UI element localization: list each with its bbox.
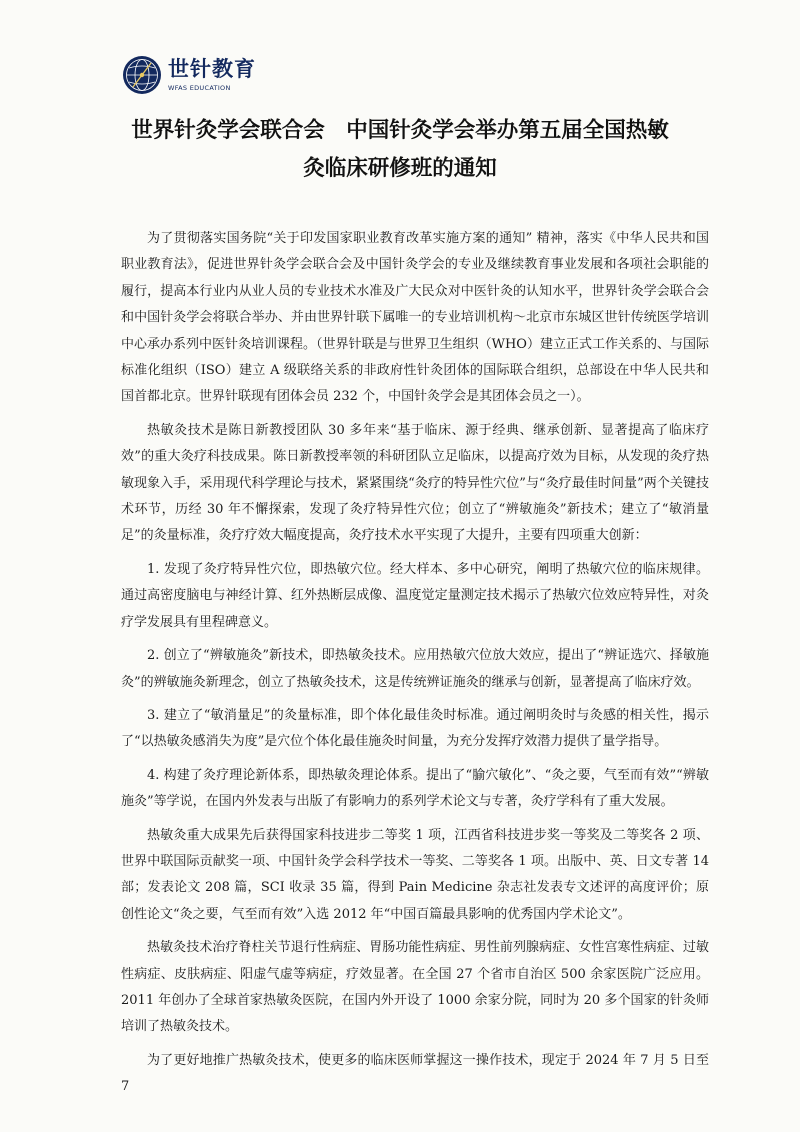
- paragraph-innovation-3: 3. 建立了“敏消量足”的灸量标准，即个体化最佳灸时标准。通过阐明灸时与灸感的相关性，揭示了“以热敏灸感消失为度”是穴位个体化最佳施灸时间量，为充分发挥疗效潜力提供了量学指导。: [121, 707, 709, 750]
- notice-title-line-1: 世界针灸学会联合会 中国针灸学会举办第五届全国热敏: [131, 118, 669, 143]
- paragraph-awards: 热敏灸重大成果先后获得国家科技进步二等奖 1 项，江西省科技进步奖一等奖及二等奖各 2 项、世界中联国际贡献奖一项、中国针灸学会科学技术一等奖、二等奖各 1 项。出版中、英、日文专著 14 部；发表论文 208 篇，SCI 收录 35 篇，得到 Pain Medicine 杂志社发表专文述评的高度评价；原创性论文“灸之要，气至而有效”入选 2012 年“中国百篇最具影响的优秀国内学术论文”。: [121, 827, 709, 922]
- paragraph-training-schedule: 为了更好地推广热敏灸技术，使更多的临床医师掌握这一操作技术，现定于 2024 年 7 月 5 日至 7: [121, 1052, 709, 1095]
- brand-name-english: WFAS EDUCATION: [168, 83, 231, 92]
- paragraph-technique-overview: 热敏灸技术是陈日新教授团队 30 多年来“基于临床、源于经典、继承创新、显著提高了临床疗效”的重大灸疗科技成果。陈日新教授率领的科研团队立足临床，以提高疗效为目标，从发现的灸疗热敏现象入手，采用现代科学理论与技术，紧紧围绕“灸疗的特异性穴位”与“灸疗最佳时间量”两个关键技术环节，历经 30 年不懈探索，发现了灸疗特异性穴位；创立了“辨敏施灸”新技术；建立了“敏消量足”的灸量标准，灸疗疗效大幅度提高，灸疗技术水平实现了大提升，主要有四项重大创新：: [121, 422, 709, 544]
- notice-title-line-2: 灸临床研修班的通知: [303, 156, 497, 181]
- paragraph-clinical-application: 热敏灸技术治疗脊柱关节退行性病症、胃肠功能性病症、男性前列腺病症、女性宫寒性病症、过敏性病症、皮肤病症、阳虚气虚等病症，疗效显著。在全国 27 个省市自治区 500 余家医院广泛应用。2011 年创办了全球首家热敏灸医院，在国内外开设了 1000 余家分院，同时为 20 多个国家的针灸师培训了热敏灸技术。: [121, 940, 709, 1035]
- brand-name: 世针教育: [168, 56, 256, 81]
- paragraph-innovation-4: 4. 构建了灸疗理论新体系，即热敏灸理论体系。提出了“腧穴敏化”、“灸之要，气至而有效”“辨敏施灸”等学说，在国内外发表与出版了有影响力的系列学术论文与专著，灸疗学科有了重大发展。: [121, 767, 709, 810]
- paragraph-innovation-1: 1. 发现了灸疗特异性穴位，即热敏穴位。经大样本、多中心研究，阐明了热敏穴位的临床规律。通过高密度脑电与神经计算、红外热断层成像、温度觉定量测定技术揭示了热敏穴位效应特异性，对灸疗学发展具有里程碑意义。: [121, 561, 709, 630]
- notice-body: [121, 226, 709, 1108]
- letterhead: [122, 55, 256, 95]
- paragraph-innovation-2: 2. 创立了“辨敏施灸”新技术，即热敏灸技术。应用热敏穴位放大效应，提出了“辨证选穴、择敏施灸”的辨敏施灸新理念，创立了热敏灸技术，这是传统辨证施灸的继承与创新，显著提高了临床疗效。: [121, 648, 709, 690]
- paragraph-intro: 为了贯彻落实国务院“关于印发国家职业教育改革实施方案的通知” 精神，落实《中华人民共和国职业教育法》，促进世界针灸学会联合会及中国针灸学会的专业及继续教育事业发展和各项社会职能的履行，提高本行业内从业人员的专业技术水准及广大民众对中医针灸的认知水平，世界针灸学会联合会和中国针灸学会将联合举办、并由世界针联下属唯一的专业培训机构～北京市东城区世针传统医学培训中心承办系列中医针灸培训课程。（世界针联是与世界卫生组织（WHO）建立正式工作关系的、与国际标准化组织（ISO）建立 A 级联络关系的非政府性针灸团体的国际联合组织，总部设在中华人民共和国首都北京。世界针联现有团体会员 232 个，中国针灸学会是其团体会员之一）。: [121, 231, 709, 405]
- notice-title: [90, 112, 710, 188]
- globe-logo-icon: [122, 55, 162, 95]
